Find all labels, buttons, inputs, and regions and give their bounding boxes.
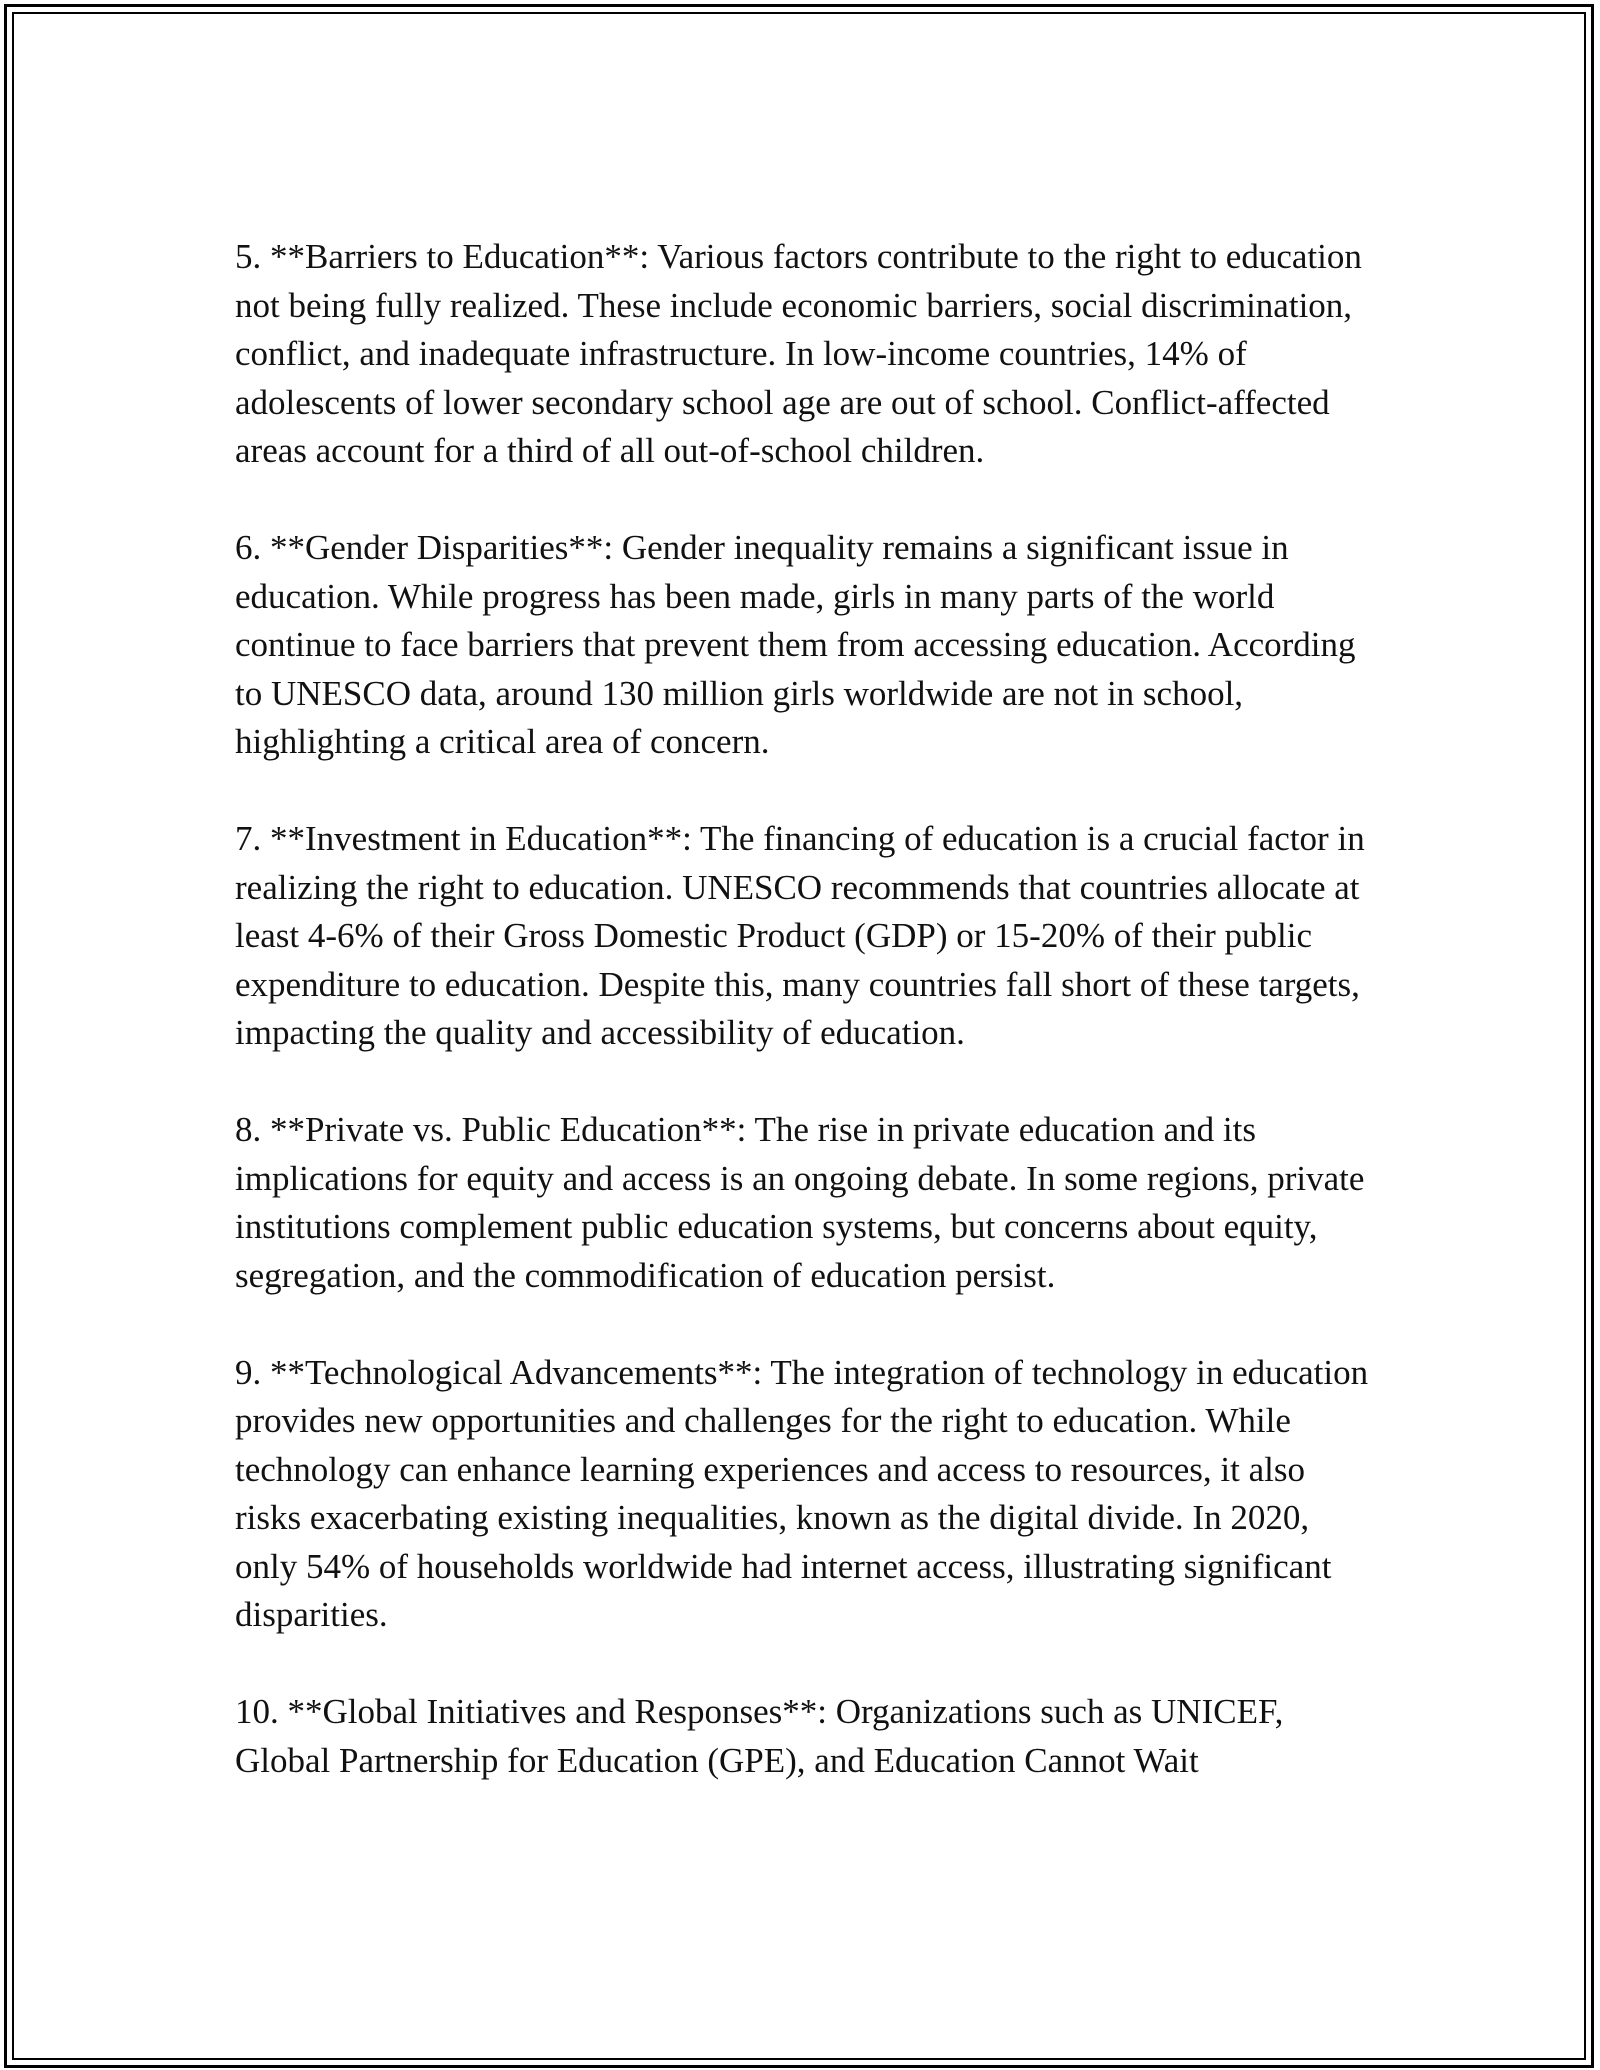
paragraph-private-vs-public-education: 8. **Private vs. Public Education**: The rise in private education and its implications for equity and access is an ongoing debate. In some regions, private institutions complement public education systems, but concerns about equity, segregation, and the commodification of education persist. — [235, 1110, 1365, 1295]
paragraph-technological-advancements: 9. **Technological Advancements**: The integration of technology in education provides new opportunities and challenges for the right to education. While technology can enhance learning experiences and access to resources, it also risks exacerbating existing inequalities, known as the digital divide. In 2020, only 54% of households worldwide had internet access, illustrating significant disparities. — [235, 1352, 1369, 1634]
paragraph-investment-in-education: 7. **Investment in Education**: The financing of education is a crucial factor in realizing the right to education. UNESCO recommends that countries allocate at least 4-6% of their Gross Domestic Product (GDP) or 15-20% of their public expenditure to education. Despite this, many countries fall short of these targets, impacting the quality and accessibility of education. — [235, 819, 1365, 1052]
paragraph-barriers-to-education: 5. **Barriers to Education**: Various factors contribute to the right to education not being fully realized. These include economic barriers, social discrimination, conflict, and inadequate infrastructure. In low-income countries, 14% of adolescents of lower secondary school age are out of school. Conflict-affected areas account for a third of all out-of-school children. — [235, 237, 1362, 470]
document-body — [235, 233, 1375, 1785]
paragraph-gender-disparities: 6. **Gender Disparities**: Gender inequality remains a significant issue in education. While progress has been made, girls in many parts of the world continue to face barriers that prevent them from accessing education. According to UNESCO data, around 130 million girls worldwide are not in school, highlighting a critical area of concern. — [235, 528, 1356, 761]
paragraph-global-initiatives: 10. **Global Initiatives and Responses**: Organizations such as UNICEF, Global Partnership for Education (GPE), and Education Cannot Wait — [235, 1692, 1284, 1780]
